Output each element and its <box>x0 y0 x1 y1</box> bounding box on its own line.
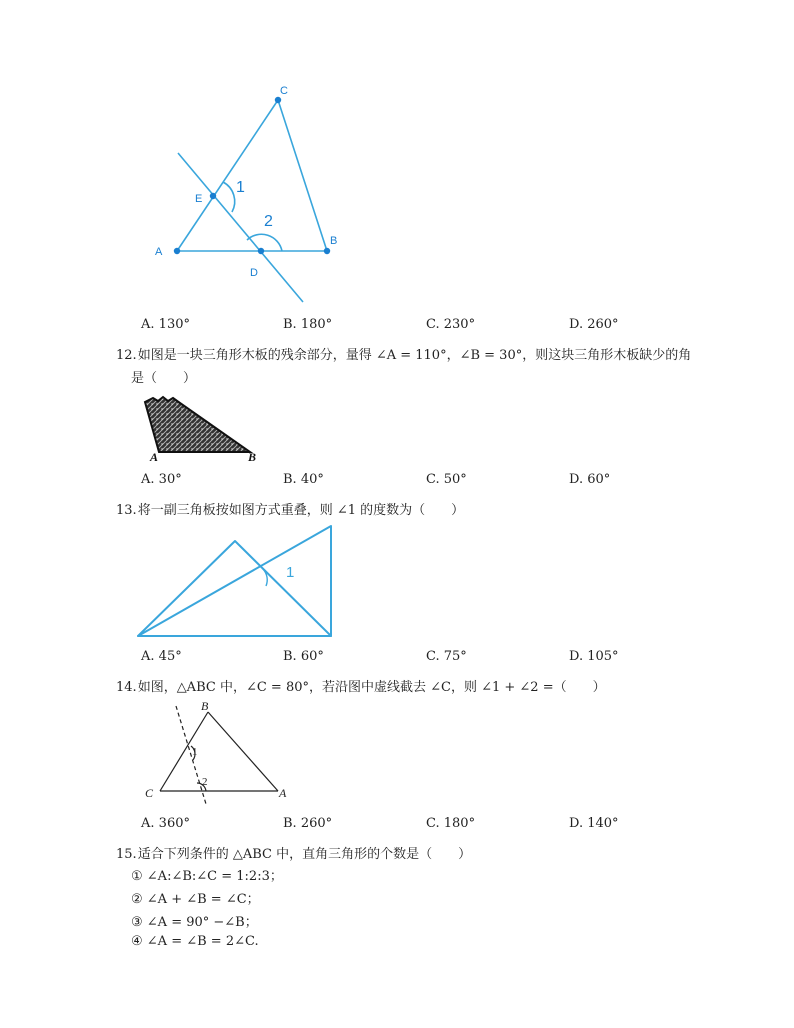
q15-condition-2: ② ∠A + ∠B = ∠C； <box>131 892 260 907</box>
q12-option-a: A. 30° <box>141 472 182 487</box>
point-e <box>210 193 216 199</box>
q11-option-b: B. 180° <box>283 317 333 332</box>
q15-stem: 15.适合下列条件的 △ABC 中，直角三角形的个数是（ ） <box>116 847 472 862</box>
segment-bc <box>278 100 327 251</box>
label-d: D <box>250 267 258 279</box>
q13-stem: 13.将一副三角板按如图方式重叠，则 ∠1 的度数为（ ） <box>116 503 465 518</box>
point-d <box>258 248 264 254</box>
q13-option-b: B. 60° <box>283 649 324 664</box>
q11-option-a: A. 130° <box>141 317 190 332</box>
q14-option-c: C. 180° <box>426 816 476 831</box>
segment-ba <box>208 712 278 791</box>
figure-q14 <box>140 698 300 804</box>
dashed-cut-line <box>176 706 206 804</box>
label-c: C <box>145 786 154 800</box>
figure-q13 <box>134 520 339 642</box>
label-angle-2: 2 <box>202 776 208 788</box>
q12-stem-line1: 12.如图是一块三角形木板的残余部分，量得 ∠A = 110°，∠B = 30°，则这块三角形木板缺少的角 <box>116 348 692 363</box>
triangle-set-square-a <box>138 541 331 636</box>
q11-option-c: C. 230° <box>426 317 476 332</box>
q15-condition-1: ① ∠A:∠B:∠C = 1:2:3； <box>131 869 283 884</box>
figure-q12 <box>140 392 270 464</box>
label-angle-1: 1 <box>286 564 295 581</box>
q14-option-d: D. 140° <box>569 816 619 831</box>
q14-option-b: B. 260° <box>283 816 333 831</box>
q13-option-c: C. 75° <box>426 649 467 664</box>
label-c: C <box>280 85 288 97</box>
segment-ac <box>177 100 278 251</box>
q13-option-d: D. 105° <box>569 649 619 664</box>
figure-q11 <box>140 80 360 310</box>
label-b: B <box>248 450 257 464</box>
q12-stem-line2: 是（ ） <box>131 371 197 386</box>
q15-condition-4: ④ ∠A = ∠B = 2∠C. <box>131 934 259 949</box>
cutting-line <box>178 153 303 302</box>
q12-option-b: B. 40° <box>283 472 324 487</box>
label-angle-2: 2 <box>264 213 273 230</box>
q11-option-d: D. 260° <box>569 317 619 332</box>
label-a: A <box>150 450 159 464</box>
q12-option-c: C. 50° <box>426 472 467 487</box>
point-b <box>324 248 330 254</box>
point-c <box>275 97 281 103</box>
label-angle-1: 1 <box>192 746 198 758</box>
label-b: B <box>201 699 209 713</box>
q14-option-a: A. 360° <box>141 816 190 831</box>
point-a <box>174 248 180 254</box>
q13-option-a: A. 45° <box>141 649 182 664</box>
label-angle-1: 1 <box>236 179 245 196</box>
segment-cb <box>160 712 208 791</box>
broken-board <box>145 397 250 452</box>
q12-option-d: D. 60° <box>569 472 611 487</box>
label-a: A <box>279 786 287 800</box>
label-a: A <box>155 246 163 258</box>
label-b: B <box>330 235 338 247</box>
q14-stem: 14.如图，△ABC 中，∠C = 80°，若沿图中虚线截去 ∠C，则 ∠1 + ∠2 =（ ） <box>116 680 606 695</box>
label-e: E <box>195 193 203 205</box>
q15-condition-3: ③ ∠A = 90° −∠B； <box>131 915 258 930</box>
